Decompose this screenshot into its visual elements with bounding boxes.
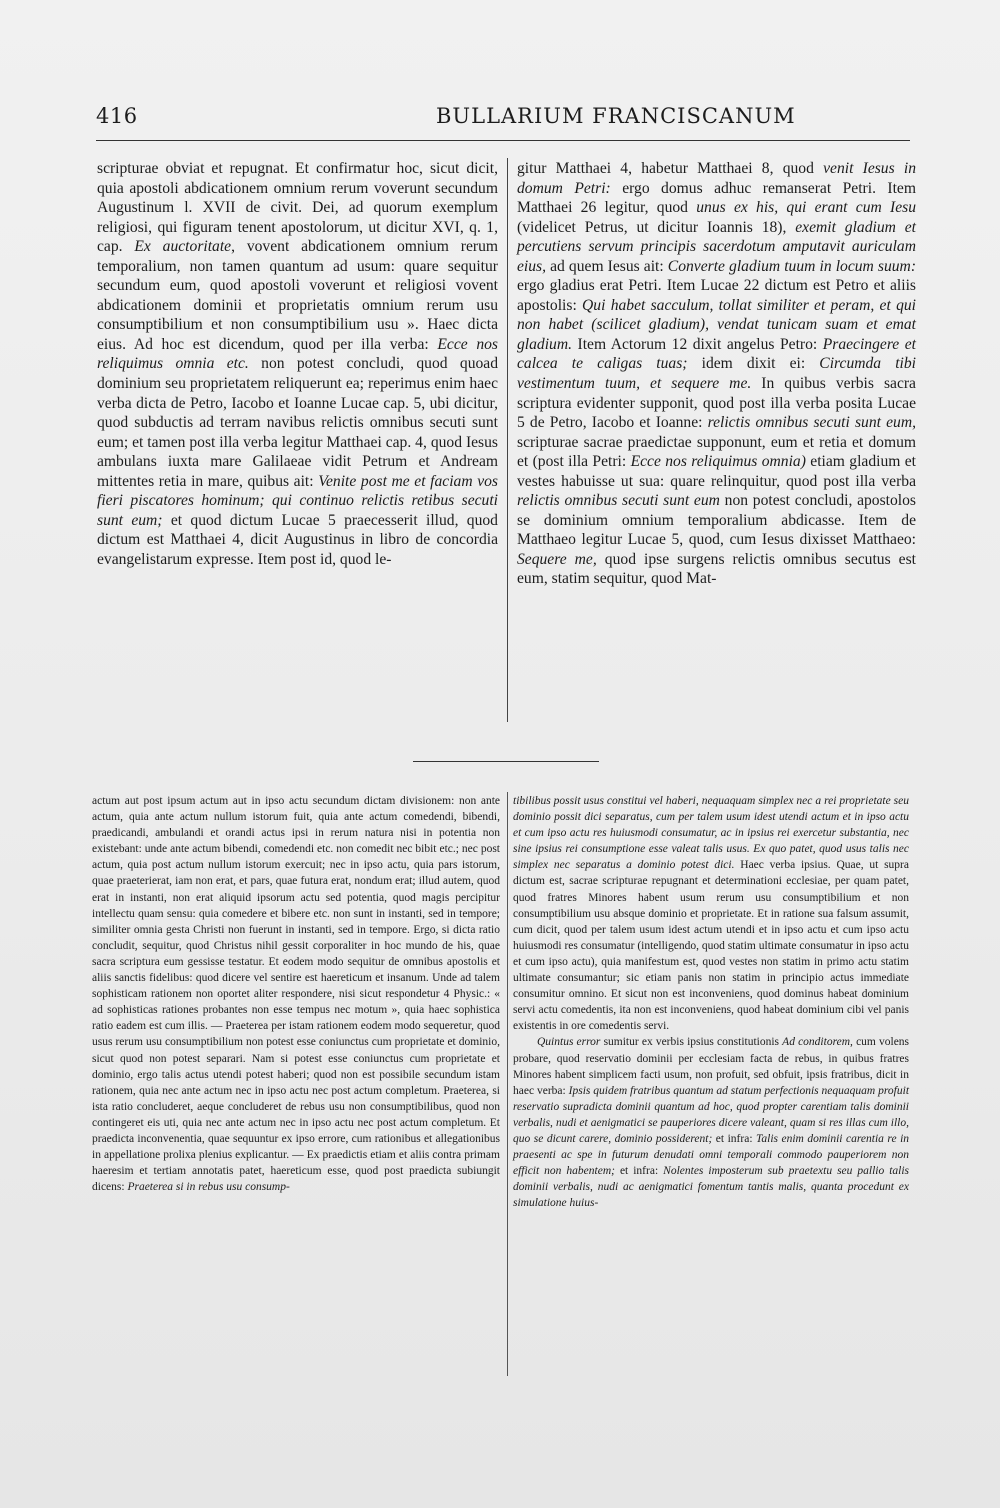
text-span: quod ipse surgens relictis omnibus secutus est eum, statim sequitur, quod Mat- [517, 550, 917, 588]
italic-span: relictis omnibus secuti sunt eum [517, 492, 720, 510]
italic-span: Ad conditorem, [782, 1036, 853, 1049]
text-span: non potest concludi, quod quoad dominium seu proprietatem reliquerunt ea; reperimus enim haec verba dicta de Petro, Iacobo et Ioanne Lucae cap. 5, ubi dicitur, quod subductis ad terram navibus relictis omnibus secuti sunt eum; et tamen post illa verba legitur Matthaei cap. 4, quod Iesus ambulans iuxta mare Galilaeae vidit Petrum et Andream mittentes retia in mare, quibus ait: [97, 355, 498, 490]
text-span: Haec verba ipsius. Quae, ut supra dictum est, sacrae scripturae repugnant et determinationi ecclesiae, per quam patet, quod fratres Minores habent usum rerum usu consumptibilium et non consumptibilium usu absque dominio et proprietate. Et in ratione sua falsum assumit, cum dicit, quod per talem usum idest actum utendi et in ipso actu et cum ipso actu huiusmodi res consumatur (intelligendo, quod statim ultimate consumatur in ipso actu et cum ipso actu), quia manifestum est, quod vestes non statim in primo actu statim ultimate consumantur; sic etiam panis non statim in principio actus immediate consumitur omnino. Et sicut non est inconveniens, quod dominus habeat dominium servi actu comedentis, ita non est inconveniens, quod habeat dominium cibi vel panis existentis in ore comedentis servi. [513, 859, 909, 1033]
page-header [96, 104, 908, 134]
italic-span: Praecingere et calcea te caligas tuas; [517, 335, 916, 373]
italic-span: venit Iesus in domum Petri: [517, 160, 917, 197]
text-span: scripturae obviat et repugnat. Et confirmatur hoc, sicut dicit, quia apostoli abdicationem omnium rerum voverunt secundum Augustinum l. XVII de civit. Dei, ad quorum exemplum religiosi, qui figuram tenent apostolorum, ut dicitur XVI, q. 1, cap. [97, 160, 498, 256]
lower-column-divider [507, 792, 508, 1376]
upper-right-column [517, 159, 916, 589]
text-span: ergo gladius erat Petri. Item Lucae 22 dictum est Petro et aliis apostolis: [517, 277, 916, 314]
italic-span: Venite post me et faciam vos fieri piscatores hominum; qui continuo relictis retibus secuti sunt eum; [97, 472, 498, 529]
text-span: idem dixit ei: [701, 355, 806, 373]
page-number: 416 [96, 104, 138, 128]
upper-column-divider [507, 158, 508, 722]
italic-span: Circumda tibi vestimentum tuum, et sequere me. [517, 355, 916, 393]
text-span: Item Actorum 12 dixit angelus Petro: [577, 335, 818, 353]
text-span: ergo domus adhuc remanserat Petri. Item Matthaei 26 legitur, quod [517, 179, 916, 217]
text-span: et infra: [715, 1132, 753, 1145]
italic-span: Ex auctoritate [134, 238, 232, 256]
header-rule [96, 140, 910, 141]
text-span: non potest concludi, apostolos se dominium omnium temporalium abdicasse. Item de Matthaeo legitur Lucae 5, quod, cum Iesus dixisset Matthaeo: [517, 492, 916, 549]
italic-span: tibilibus possit usus constitui vel haberi, nequaquam simplex nec a rei proprietate seu dominio possit dici separatus, cum per talem usum idest utendi actum et in ipso actu et cum ipso actu res huiusmodi consumatur, ac in ipsius rei exercetur substantia, nec sine ipsius rei consumptione esse valeat talis usus. Ex quo patet, quod usus talis nec simplex nec separatus a dominio potest dici. [513, 795, 909, 872]
italic-span: relictis omnibus secuti sunt eum, [707, 414, 916, 432]
section-rule [413, 761, 599, 762]
lower-left-column [92, 793, 500, 1195]
italic-span: Ecce nos reliquimus omnia) [630, 453, 806, 471]
text-span: sumitur ex verbis ipsius constitutionis [603, 1036, 780, 1049]
text-span: In quibus verbis sacra scriptura evidenter supponit, quod post illa verba posita Lucae 5 de Petro, Iacobo et Ioanne: [517, 375, 916, 432]
italic-span: exemit gladium et percutiens servum principis sacerdotum amputavit auriculam eius, [517, 218, 916, 275]
italic-span: Talis enim dominii carentia re in praesenti ac spe in futurum denudati omni temporali commodo pauperiorem non efficit non habentem; [513, 1132, 910, 1178]
running-title: BULLARIUM FRANCISCANUM [436, 104, 796, 128]
text-span: etiam gladium et vestes habuisse ut sua: quare relinquitur, quod post illa verba [517, 453, 916, 490]
text-span: , vovent abdicationem omnium rerum temporalium, non tamen quantum ad usum: quare sequitur secundum eum, quod apostoli voverunt et religiosi vovent abdicationem dominii et proprietatis omnium rerum usu consumptibilium et non consumptibilium usu ». Haec dicta eius. Ad hoc est dicendum, quod per illa verba: [97, 238, 498, 353]
italic-span: Quintus error [537, 1036, 601, 1049]
text-span: actum aut post ipsum actum aut in ipso actu secundum dictam divisionem: non ante actum, quia ante actum nullum istorum fuit, quia ante actum comedendi, bibendi, praedicandi, ambulandi et orandi actus ipsi in rerum natura nisi in potentia non existebant: unde ante actum bibendi, comedendi etc. non comedit nec bibit etc.; nec post actum, quia post actum nullum istorum exercuit; nec in ipso actu, quia pars istorum, quae praeterierat, iam non erat, et pars, quae futura erat, nondum erat; illud autem, quod erat in instanti, non erat aliquid ipsorum actu sed potentia, quod magis percipitur intellectu quam sensu: quia comedere et bibere etc. non sunt in instanti, sed in tempore; similiter omnia gesta Christi non fuerunt in instanti, sed in tempore. Ergo, si dicta ratio concludit, sequitur, quod Christus nihil gessit corporaliter in hoc mundo de his, quae sacra scriptura eum gessisse testatur. Et eodem modo sequitur de omnibus apostolis et aliis sanctis fidelibus: quod dicere vel sentire est haereticum et insanum. Unde ad talem sophisticam rationem non oportet aliter respondere, nisi sicut respondetur 4 Physic.: « ad sophisticas rationes probantes non esse tempus nec motum », quia haec sophistica ratio eadem est cum illis. — Praeterea per istam rationem eodem modo sequeretur, quod usus rerum usu consumptibilium non potest esse coniunctus cum proprietate et dominio, sicut quod non potest separari. Nam si potest esse coniunctus cum proprietate et dominio, ergo talis actus utendi potest haberi; quod non est possibile secundum istam rationem, quia nec ante actum nec in ipso actu nec post actum completum. Praeterea, si ista ratio concluderet, aeque concluderet de rebus usu non consumptibilibus, quod non contingeret eis uti, quia nec ante actum nec in ipso actu nec post actum completum. Et praedicta inconvenentia, quae sequuntur ex ipso errore, cum rationibus et allegationibus in appellatione prolixa plenius explicantur. — Ex praedictis etiam et aliis contra primam haeresim et tertiam annotatis patet, haereticum esse, quod post praedicta subiungit dicens: [92, 795, 500, 1194]
text-span: cum volens probare, quod reservatio dominii per ecclesiam facta de rebus, in quibus fratres Minores habent simplicem facti usum, non profuit, sed obfuit, ipsis fratribus, dicit in haec verba: [513, 1036, 910, 1097]
italic-span: unus ex his, qui erant cum Iesu [696, 199, 916, 217]
italic-span: Ecce nos reliquimus omnia etc. [97, 335, 499, 373]
italic-span: Ipsis quidem fratribus quantum ad statum perfectionis nequaquam profuit reservatio supradicta dominii quantum ad hoc, quod propter carentiam talis dominii verbalis, nudi et aenigmatici se pauperiores dicere valeant, quam si res illas cum illo, quo se dicunt carere, dominio possiderent; [513, 1084, 910, 1145]
italic-span: Converte gladium tuum in locum suum: [667, 257, 917, 275]
text-span: (videlicet Petrus, ut dicitur Ioannis 18), [517, 218, 787, 236]
italic-span: Qui habet sacculum, tollat similiter et peram, et qui non habet (scilicet gladium), vendat tunicam suam et emat gladium. [517, 296, 916, 353]
text-span: ad quem Iesus ait: [550, 257, 664, 275]
lower-right-column [513, 793, 909, 1211]
lower-right-paragraph-1 [513, 793, 909, 1034]
upper-left-column [97, 159, 498, 569]
text-span: et infra: [619, 1165, 659, 1178]
upper-right-paragraph [517, 159, 916, 589]
upper-left-paragraph [97, 159, 498, 569]
italic-span: Sequere me, [517, 550, 597, 568]
text-span: et quod dictum Lucae 5 praecesserit illud, quod dictum est Matthaei 4, dicit Augustinus in libro de concordia evangelistarum expresse. Item post id, quod le- [97, 511, 498, 568]
lower-right-paragraph-2 [513, 1034, 909, 1211]
italic-span: Praeterea si in rebus usu consump- [127, 1181, 290, 1194]
italic-span: Nolentes imposterum sub praetextu seu pallio talis dominii verbalis, nudi ac aenigmatici fomentum tantis malis, quanta procedunt ex simulatione huius- [513, 1165, 910, 1210]
text-span: scripturae sacrae praedictae supponunt, eum et retia et domum et (post illa Petri: [517, 433, 916, 471]
text-span: gitur Matthaei 4, habetur Matthaei 8, quod [517, 160, 814, 177]
lower-left-paragraph [92, 793, 500, 1195]
